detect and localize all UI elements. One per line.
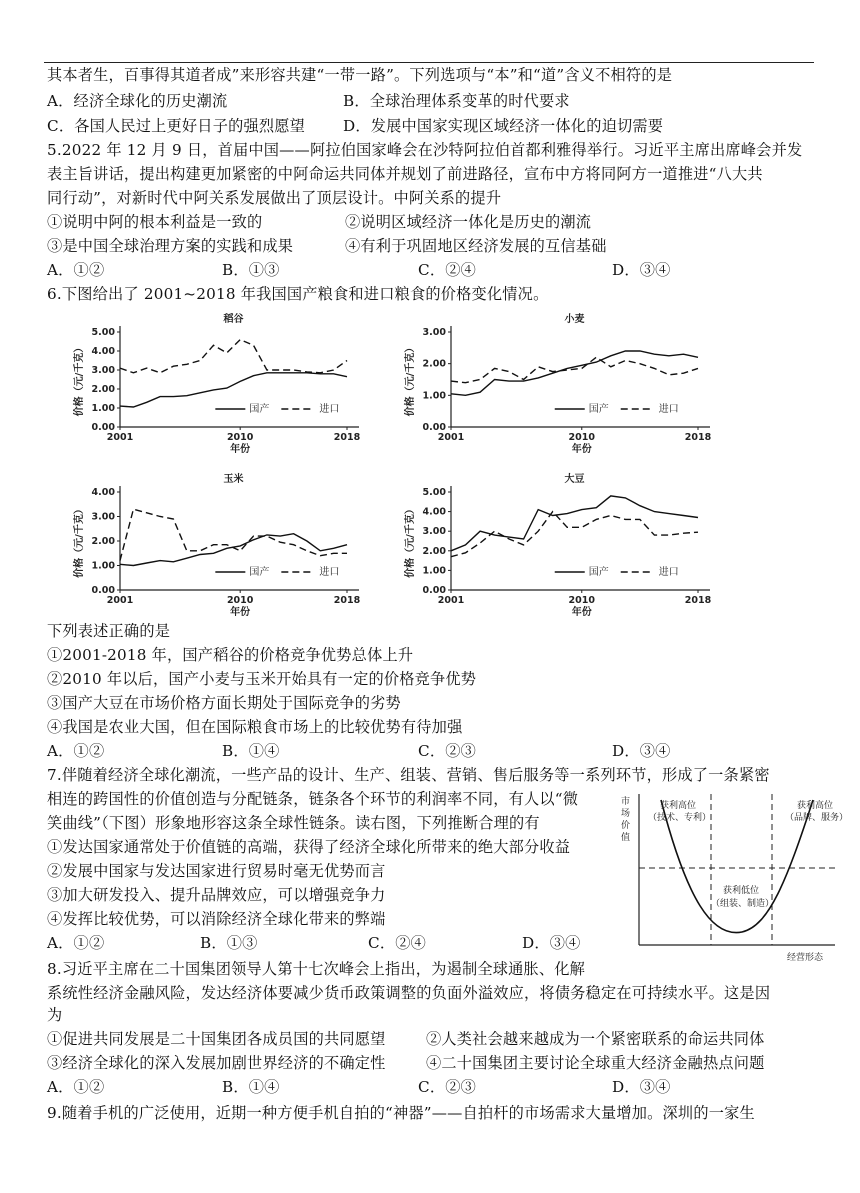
chart-series-import-line [120,509,347,560]
header-rule [44,62,814,63]
chart-ytick-label: 0.00 [422,422,446,433]
smile-ylabel-2: 场 [621,809,631,819]
chart-ytick-label: 1.00 [91,403,115,414]
legend-import-label: 进口 [658,404,679,415]
q8-stem-line-1: 8.习近平主席在二十国集团领导人第十七次峰会上指出，为遏制全球通胀、化解 [47,960,586,978]
chart-ylabel: 价格（元/千克） [74,342,85,417]
chart-ytick-label: 0.00 [422,585,446,596]
legend-import-label: 进口 [319,404,340,415]
q8-option-c: C．②③ [418,1078,476,1096]
q8-stem-line-2: 系统性经济金融风险，发达经济体要减少货币政策调整的负面外溢效应，将债务稳定在可持续水平。这是因 [47,984,771,1002]
chart-ytick-label: 5.00 [91,327,115,338]
chart-xlabel: 年份 [230,607,251,618]
q5-item-2: ②说明区域经济一体化是历史的潮流 [345,213,592,231]
q6-option-b: B．①④ [222,742,280,760]
smile-curve-diagram [617,790,849,966]
q7-option-b: B．①③ [200,934,258,952]
chart-wheat [403,310,723,455]
q4-option-c: C．各国人民过上更好日子的强烈愿望 [47,117,306,135]
q7-stem-line-1: 7.伴随着经济全球化潮流，一些产品的设计、生产、组装、营销、售后服务等一系列环节，形成了一条紧密 [47,766,770,784]
chart-ytick-label: 2.00 [422,545,446,557]
q6-item-4: ④我国是农业大国，但在国际粮食市场上的比较优势有待加强 [47,718,463,736]
legend-domestic-label: 国产 [588,404,609,415]
q7-item-4: ④发挥比较优势，可以消除经济全球化带来的弊端 [47,910,386,928]
q8-item-4: ④二十国集团主要讨论全球重大经济金融热点问题 [426,1054,765,1072]
q5-item-1: ①说明中阿的根本利益是一致的 [47,213,263,231]
chart-title: 玉米 [223,474,244,485]
chart-series-domestic-line [120,534,347,566]
chart-ytick-label: 1.00 [422,565,446,577]
chart-ytick-label: 0.00 [91,585,115,596]
chart-xtick-label: 2001 [437,432,465,443]
q8-option-b: B．①④ [222,1078,280,1096]
legend-import-label: 进口 [658,567,679,578]
chart-xtick-label: 2018 [684,432,712,443]
chart-series-import-line [120,340,347,373]
q5-stem-line-2: 表主旨讲话，提出构建更加紧密的中阿命运共同体并规划了前进路径，宣布中方将同阿方一道推进“八大共 [47,165,763,183]
chart-xtick-label: 2010 [226,432,254,443]
chart-ytick-label: 4.00 [422,506,446,518]
q8-stem-line-3: 为 [47,1006,63,1024]
chart-ylabel: 价格（元/千克） [405,342,416,417]
chart-ytick-label: 4.00 [91,487,115,498]
smile-left-high-detail: （技术、专利） [648,813,712,823]
chart-series-import-line [451,357,698,382]
chart-xtick-label: 2001 [106,432,134,443]
q6-option-d: D．③④ [612,742,671,760]
smile-ylabel-4: 值 [621,833,631,843]
chart-ytick-label: 4.00 [91,346,115,357]
chart-xtick-label: 2010 [568,595,595,606]
q6-question: 下列表述正确的是 [47,622,171,640]
legend-domestic-label: 国产 [249,404,270,415]
chart-title: 稻谷 [223,314,244,325]
chart-ytick-label: 3.00 [422,526,446,538]
chart-xtick-label: 2010 [226,595,254,606]
chart-series-import-line [451,512,698,557]
q5-item-4: ④有利于巩固地区经济发展的互信基础 [345,237,607,255]
q8-option-a: A．①② [47,1078,105,1096]
smile-low-detail: （组装、制造） [711,899,775,909]
chart-xtick-label: 2001 [437,595,465,606]
chart-series-domestic-line [451,496,698,551]
q6-option-c: C．②③ [418,742,476,760]
q5-stem-line-3: 同行动”，对新时代中阿关系发展做出了顶层设计。中阿关系的提升 [47,189,502,207]
chart-corn [72,470,372,618]
q4-option-b: B．全球治理体系变革的时代要求 [343,92,570,110]
chart-xtick-label: 2018 [333,432,361,443]
chart-rice [72,310,372,455]
smile-right-high-title: 获利高位 [797,801,834,811]
chart-ytick-label: 3.00 [422,327,446,338]
q7-item-1: ①发达国家通常处于价值链的高端，获得了经济全球化所带来的绝大部分收益 [47,838,571,856]
q6-item-1: ①2001-2018 年，国产稻谷的价格竞争优势总体上升 [47,646,414,664]
chart-ytick-label: 5.00 [422,487,446,498]
chart-series-domestic-line [120,373,347,407]
chart-ytick-label: 1.00 [422,390,446,402]
q8-item-1: ①促进共同发展是二十国集团各成员国的共同愿望 [47,1030,386,1048]
q6-item-2: ②2010 年以后，国产小麦与玉米开始具有一定的价格竞争优势 [47,670,477,688]
q7-option-c: C．②④ [368,934,426,952]
q8-item-3: ③经济全球化的深入发展加剧世界经济的不确定性 [47,1054,386,1072]
chart-xlabel: 年份 [571,444,592,455]
q7-item-2: ②发展中国家与发达国家进行贸易时毫无优势而言 [47,862,386,880]
q5-option-d: D．③④ [612,261,671,279]
legend-domestic-label: 国产 [249,567,270,578]
q7-option-a: A．①② [47,934,105,952]
legend-import-label: 进口 [319,567,340,578]
chart-ytick-label: 0.00 [91,422,115,433]
smile-low-title: 获利低位 [723,886,760,896]
chart-soybean [403,470,723,618]
smile-left-high-title: 获利高位 [660,801,697,811]
chart-xtick-label: 2001 [106,595,134,606]
chart-ytick-label: 2.00 [422,358,446,370]
chart-ytick-label: 2.00 [91,536,115,547]
chart-title: 小麦 [564,314,585,325]
q5-option-b: B．①③ [222,261,280,279]
q5-option-a: A．①② [47,261,105,279]
q6-item-3: ③国产大豆在市场价格方面长期处于国际竞争的劣势 [47,694,401,712]
smile-ylabel-3: 价 [621,821,631,831]
q9-stem-line-1: 9.随着手机的广泛使用，近期一种方便手机自拍的“神器”——自拍杆的市场需求大量增加。深圳的一家生 [47,1104,755,1122]
q7-item-3: ③加大研发投入、提升品牌效应，可以增强竞争力 [47,886,386,904]
chart-title: 大豆 [564,474,585,485]
q6-stem: 6.下图给出了 2001~2018 年我国国产粮食和进口粮食的价格变化情况。 [47,285,549,303]
chart-xlabel: 年份 [230,444,251,455]
q8-item-2: ②人类社会越来越成为一个紧密联系的命运共同体 [426,1030,765,1048]
q5-option-c: C．②④ [418,261,476,279]
q8-option-d: D．③④ [612,1078,671,1096]
chart-ylabel: 价格（元/千克） [74,504,85,578]
chart-xtick-label: 2018 [333,595,361,606]
smile-xlabel: 经营形态 [787,953,824,963]
legend-domestic-label: 国产 [588,567,609,578]
q6-option-a: A．①② [47,742,105,760]
chart-ytick-label: 3.00 [91,365,115,376]
chart-xtick-label: 2010 [568,432,595,443]
q7-option-d: D．③④ [522,934,581,952]
chart-xlabel: 年份 [571,607,592,618]
smile-right-high-detail: （品牌、服务） [785,813,849,823]
chart-ytick-label: 2.00 [91,384,115,395]
chart-ytick-label: 3.00 [91,511,115,523]
q4-option-d: D．发展中国家实现区域经济一体化的迫切需要 [343,117,664,135]
chart-ylabel: 价格（元/千克） [405,504,416,578]
smile-ylabel-1: 市 [621,797,631,807]
q7-stem-line-2: 相连的跨国性的价值创造与分配链条，链条各个环节的利润率不同，有人以“微 [47,790,579,808]
q4-option-a: A．经济全球化的历史潮流 [47,92,228,110]
q5-stem-line-1: 5.2022 年 12 月 9 日，首届中国——阿拉伯国家峰会在沙特阿拉伯首都利雅得举行。习近平主席出席峰会并发 [47,141,803,159]
q4-stem: 其本者生，百事得其道者成”来形容共建“一带一路”。下列选项与“本”和“道”含义不相符的是 [47,66,673,84]
chart-xtick-label: 2018 [684,595,712,606]
q5-item-3: ③是中国全球治理方案的实践和成果 [47,237,294,255]
chart-ytick-label: 1.00 [91,560,115,572]
q7-stem-line-3: 笑曲线”（下图）形象地形容这条全球性链条。读右图，下列推断合理的有 [47,814,540,832]
